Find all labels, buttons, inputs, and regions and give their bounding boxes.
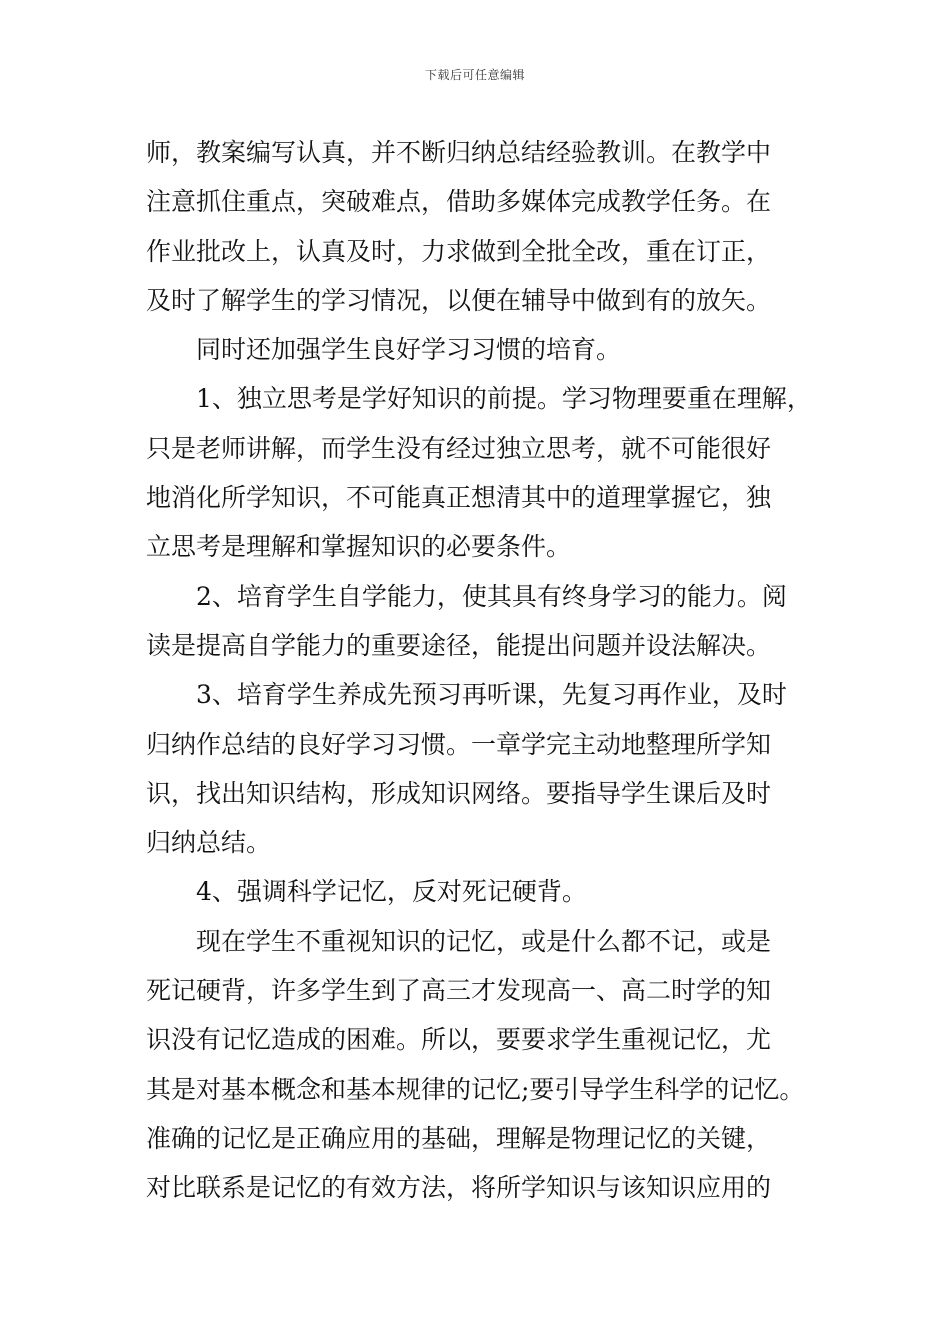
text-line: 读是提高自学能力的重要途径，能提出问题并设法解决。: [146, 630, 772, 660]
text-line: 同时还加强学生良好学习习惯的培育。: [196, 335, 622, 365]
text-line: 及时了解学生的学习情况，以便在辅导中做到有的放矢。: [146, 285, 772, 315]
page-header: 下载后可任意编辑: [424, 68, 525, 82]
text-line: 3、培育学生养成先预习再听课，先复习再作业，及时: [196, 680, 787, 710]
text-line: 归纳作总结的良好学习习惯。一章学完主动地整理所学知: [146, 729, 772, 759]
text-line: 地消化所学知识，不可能真正想清其中的道理掌握它，独: [146, 483, 772, 513]
text-line: 其是对基本概念和基本规律的记忆;要引导学生科学的记忆。: [146, 1074, 805, 1104]
text-line: 2、培育学生自学能力，使其具有终身学习的能力。阅: [196, 581, 787, 611]
text-line: 师，教案编写认真，并不断归纳总结经验教训。在教学中: [146, 138, 772, 167]
text-line: 作业批改上，认真及时，力求做到全批全改，重在订正，: [146, 236, 772, 266]
text-line: 死记硬背，许多学生到了高三才发现高一、高二时学的知: [146, 976, 772, 1006]
text-line: 只是老师讲解，而学生没有经过独立思考，就不可能很好: [146, 433, 772, 463]
body-text: [146, 128, 818, 1213]
text-line: 1、独立思考是学好知识的前提。学习物理要重在理解，: [196, 384, 812, 414]
text-line: 注意抓住重点，突破难点，借助多媒体完成教学任务。在: [146, 187, 772, 217]
text-line: 对比联系是记忆的有效方法，将所学知识与该知识应用的: [146, 1173, 772, 1203]
text-line: 立思考是理解和掌握知识的必要条件。: [146, 532, 572, 562]
text-line: 现在学生不重视知识的记忆，或是什么都不记，或是: [196, 926, 772, 956]
text-line: 4、强调科学记忆，反对死记硬背。: [196, 877, 587, 907]
text-line: 识没有记忆造成的困难。所以，要要求学生重视记忆，尤: [146, 1025, 772, 1055]
text-line: 归纳总结。: [146, 828, 272, 858]
text-line: 准确的记忆是正确应用的基础，理解是物理记忆的关键，: [146, 1123, 772, 1153]
text-line: 识，找出知识结构，形成知识网络。要指导学生课后及时: [146, 778, 772, 808]
